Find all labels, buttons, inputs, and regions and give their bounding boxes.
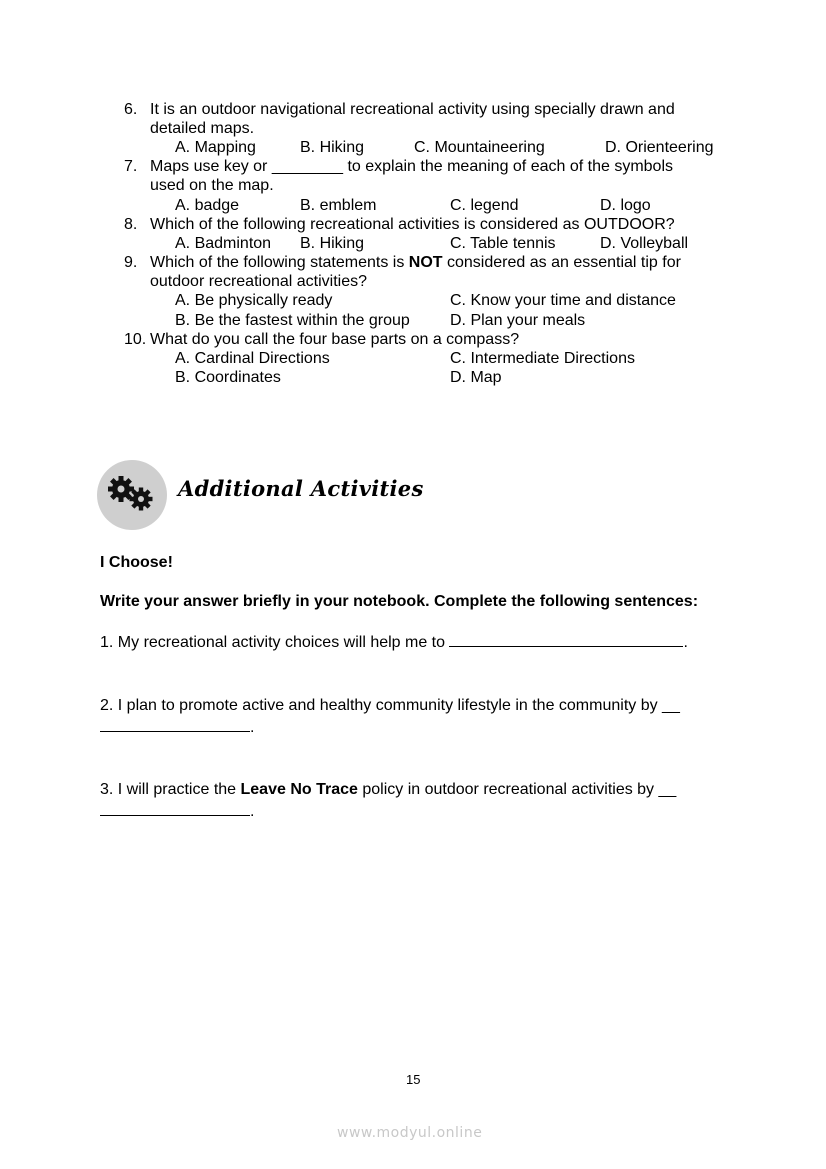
- answer-blank-2[interactable]: [100, 730, 250, 732]
- question-8-stem-line1: Which of the following recreational activities is considered as OUTDOOR?: [150, 216, 675, 233]
- section-icon-badge: [97, 460, 167, 530]
- sentence-2-continuation: [100, 718, 254, 737]
- question-7-choice-a: A. badge: [175, 197, 240, 214]
- question-6-stem-line1: It is an outdoor navigational recreational activity using specially drawn and: [150, 101, 675, 118]
- sentence-3-bold: Leave No Trace: [240, 781, 358, 798]
- question-9-choice-c: C. Know your time and distance: [450, 292, 676, 309]
- question-7-choice-b: B. emblem: [300, 197, 377, 214]
- sentence-2: 2. I plan to promote active and healthy community lifestyle in the community by __: [100, 697, 680, 714]
- question-9-choice-a: A. Be physically ready: [175, 292, 333, 309]
- question-9-stem-line2: outdoor recreational activities?: [150, 273, 368, 290]
- question-8-choice-c: C. Table tennis: [450, 235, 556, 252]
- question-9-stem-post: considered as an essential tip for: [442, 254, 681, 271]
- sentence-1-text: 1. My recreational activity choices will help me to: [100, 634, 450, 651]
- question-7-stem-line2: used on the map.: [150, 177, 274, 194]
- watermark: www.modyul.online: [337, 1125, 483, 1141]
- section-title: Additional Activities: [178, 476, 424, 501]
- sentence-3-continuation: [100, 802, 254, 821]
- question-9-stem-bold: NOT: [408, 254, 443, 271]
- sentence-3-end: .: [250, 803, 255, 820]
- activity-instruction: Write your answer briefly in your notebook. Complete the following sentences:: [100, 593, 699, 610]
- question-9-choice-d: D. Plan your meals: [450, 312, 586, 329]
- sentence-3-pre: 3. I will practice the: [100, 781, 241, 798]
- question-6-choice-a: A. Mapping: [175, 139, 256, 156]
- question-7-choice-c: C. legend: [450, 197, 519, 214]
- question-10-choice-a: A. Cardinal Directions: [175, 350, 330, 367]
- gears-icon: [97, 460, 167, 530]
- question-8-number: 8.: [124, 216, 138, 233]
- page-number: 15: [406, 1072, 421, 1087]
- sentence-1-end: .: [683, 634, 688, 651]
- question-7-number: 7.: [124, 158, 138, 175]
- sentence-2-end: .: [250, 719, 255, 736]
- question-7-choice-d: D. logo: [600, 197, 651, 214]
- answer-blank-1[interactable]: [449, 645, 683, 647]
- question-10-stem-line1: What do you call the four base parts on a compass?: [150, 331, 520, 348]
- question-6-choice-b: B. Hiking: [300, 139, 365, 156]
- question-6-choice-d: D. Orienteering: [605, 139, 714, 156]
- question-9-stem-pre: Which of the following statements is: [150, 254, 409, 271]
- sentence-1: [100, 633, 688, 652]
- question-7-stem-line1: Maps use key or ________ to explain the meaning of each of the symbols: [150, 158, 673, 175]
- question-9-choice-b: B. Be the fastest within the group: [175, 312, 410, 329]
- question-8-choice-a: A. Badminton: [175, 235, 272, 252]
- answer-blank-3[interactable]: [100, 814, 250, 816]
- question-9-number: 9.: [124, 254, 138, 271]
- question-10-choice-c: C. Intermediate Directions: [450, 350, 635, 367]
- sentence-3-post: policy in outdoor recreational activities by __: [357, 781, 677, 798]
- question-8-choice-b: B. Hiking: [300, 235, 365, 252]
- question-10-choice-d: D. Map: [450, 369, 502, 386]
- question-6-stem-line2: detailed maps.: [150, 120, 255, 137]
- question-9-stem-line1: [150, 253, 681, 272]
- activity-subtitle: I Choose!: [100, 554, 173, 571]
- question-6-choice-c: C. Mountaineering: [414, 139, 545, 156]
- question-6-number: 6.: [124, 101, 138, 118]
- question-10-choice-b: B. Coordinates: [175, 369, 281, 386]
- question-10-number: 10.: [124, 331, 147, 348]
- sentence-3: [100, 780, 676, 799]
- question-8-choice-d: D. Volleyball: [600, 235, 689, 252]
